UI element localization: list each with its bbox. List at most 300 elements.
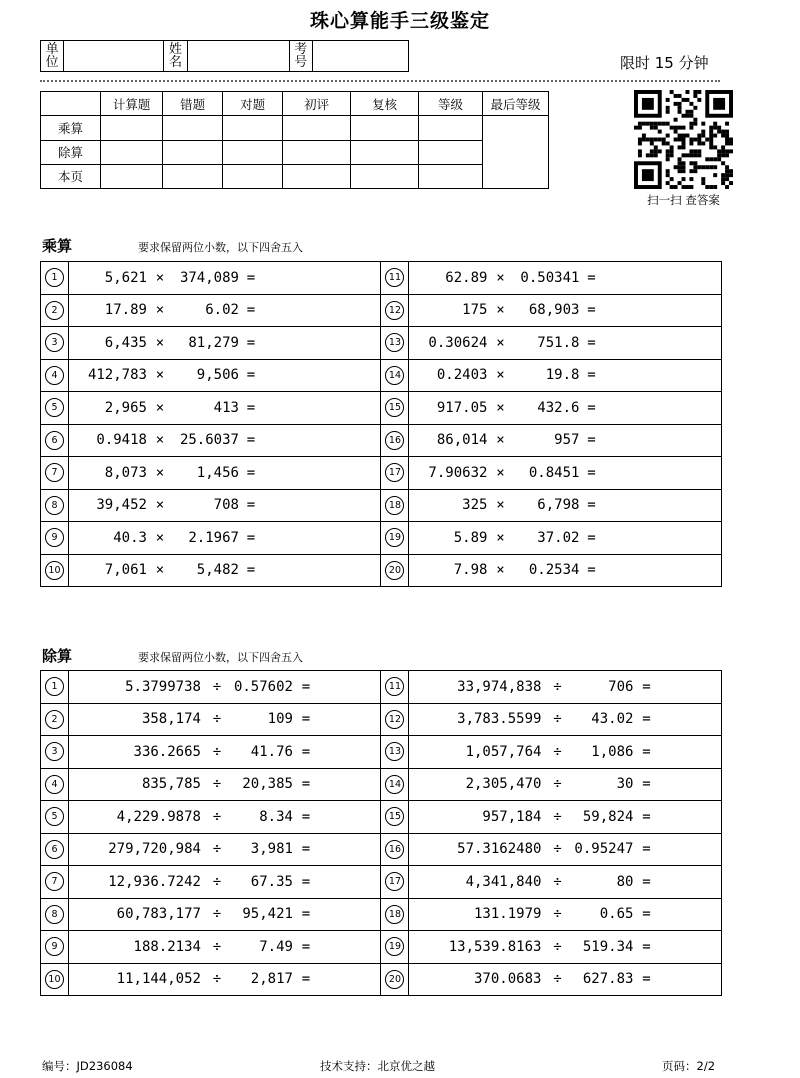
- problem-number: [41, 262, 69, 295]
- divide-sign: ÷: [212, 971, 222, 988]
- divisor: 41.76: [250, 743, 293, 760]
- divisor: 627.83: [582, 971, 634, 988]
- divide-sign: ÷: [212, 808, 222, 825]
- multiplicand: 175: [462, 302, 488, 319]
- equals-sign: =: [587, 464, 596, 481]
- problem-number-circle: 7: [45, 872, 64, 891]
- equals-sign: =: [246, 302, 256, 319]
- multiplier: 957: [554, 432, 580, 449]
- problem-cell[interactable]: [68, 898, 381, 931]
- dividend: 33,974,838: [457, 678, 542, 695]
- score-input-cell[interactable]: [419, 140, 483, 164]
- multiplier: 19.8: [545, 367, 580, 384]
- divisor: 20,385: [242, 776, 293, 793]
- problem-row: [41, 768, 722, 801]
- problem-number-circle: 13: [385, 333, 404, 352]
- divisor: 519.34: [582, 938, 634, 955]
- divide-sign: ÷: [553, 743, 562, 760]
- score-input-cell[interactable]: [163, 116, 223, 140]
- problem-number-circle: 14: [385, 775, 404, 794]
- divisor: 59,824: [582, 808, 634, 825]
- problem-number: [41, 866, 69, 899]
- divisor: 8.34: [259, 808, 293, 825]
- score-input-cell[interactable]: [283, 164, 351, 188]
- equals-sign: =: [587, 334, 596, 351]
- problem-number-circle: 4: [45, 775, 64, 794]
- problem-row: [41, 703, 722, 736]
- problem-row: [41, 801, 722, 834]
- divisor: 0.95247: [574, 841, 634, 858]
- problem-cell[interactable]: [409, 931, 722, 964]
- problem-number: [41, 898, 69, 931]
- problem-number: [41, 392, 69, 425]
- multiplier: 374,089: [179, 269, 239, 286]
- multiplicand: 8,073: [104, 464, 147, 481]
- problem-number: [381, 424, 409, 457]
- equals-sign: =: [246, 269, 256, 286]
- score-header-cell: [41, 92, 101, 116]
- problem-number: [41, 736, 69, 769]
- division-title: 除算: [42, 647, 73, 665]
- problem-cell[interactable]: [68, 392, 381, 425]
- equals-sign: =: [301, 971, 311, 988]
- divide-sign: ÷: [212, 743, 222, 760]
- problem-number-circle: 10: [45, 561, 64, 580]
- divide-sign: ÷: [553, 808, 562, 825]
- equals-sign: =: [246, 432, 256, 449]
- equals-sign: =: [642, 808, 651, 825]
- problem-number-circle: 5: [45, 807, 64, 826]
- problem-number-circle: 10: [45, 970, 64, 989]
- problem-cell[interactable]: [409, 898, 722, 931]
- multiplicand: 39,452: [96, 497, 147, 514]
- multiplier: 0.50341: [520, 269, 580, 286]
- dividend: 1,057,764: [465, 743, 542, 760]
- division-note: 要求保留两位小数，以下四舍五入: [138, 651, 303, 664]
- problem-cell[interactable]: [409, 457, 722, 490]
- problem-cell[interactable]: [68, 768, 381, 801]
- problem-cell[interactable]: [409, 833, 722, 866]
- dividend: 358,174: [141, 711, 201, 728]
- score-header-cell: 复核: [351, 92, 419, 116]
- multiplier: 9,506: [196, 367, 239, 384]
- problem-number-circle: 2: [45, 301, 64, 320]
- divisor: 706: [608, 678, 634, 695]
- problem-number: [41, 963, 69, 996]
- exam-number-field[interactable]: [312, 41, 408, 72]
- name-field[interactable]: [187, 41, 289, 72]
- problem-number-circle: 9: [45, 937, 64, 956]
- equals-sign: =: [246, 562, 256, 579]
- divide-sign: ÷: [212, 873, 222, 890]
- multiplier: 2.1967: [188, 529, 239, 546]
- qr-caption: 扫一扫 查答案: [647, 193, 720, 207]
- multiplier: 432.6: [537, 399, 580, 416]
- dividend: 835,785: [141, 776, 201, 793]
- problem-number-circle: 13: [385, 742, 404, 761]
- problem-row: [41, 424, 722, 457]
- divide-sign: ÷: [553, 938, 562, 955]
- score-input-cell[interactable]: [101, 140, 163, 164]
- score-row-label: 本页: [41, 164, 101, 188]
- times-sign: ×: [496, 367, 505, 384]
- multiplicand: 0.2403: [436, 367, 488, 384]
- problem-cell[interactable]: [409, 866, 722, 899]
- equals-sign: =: [587, 562, 596, 579]
- score-input-cell[interactable]: [283, 140, 351, 164]
- problem-row: [41, 294, 722, 327]
- problem-row: [41, 671, 722, 704]
- score-input-cell[interactable]: [223, 164, 283, 188]
- multiplier: 6.02: [205, 302, 239, 319]
- times-sign: ×: [155, 399, 165, 416]
- problem-row: [41, 554, 722, 587]
- problem-number: [381, 489, 409, 522]
- problem-number: [381, 866, 409, 899]
- problem-number-circle: 16: [385, 431, 404, 450]
- equals-sign: =: [642, 776, 651, 793]
- times-sign: ×: [496, 432, 505, 449]
- problem-number-circle: 19: [385, 528, 404, 547]
- equals-sign: =: [246, 367, 256, 384]
- page-number: 页码：2/2: [662, 1059, 716, 1073]
- multiplicand: 0.30624: [428, 334, 488, 351]
- equals-sign: =: [301, 873, 311, 890]
- equals-sign: =: [301, 776, 311, 793]
- problem-cell[interactable]: [409, 359, 722, 392]
- equals-sign: =: [301, 743, 311, 760]
- divisor: 80: [616, 873, 634, 890]
- divide-sign: ÷: [212, 776, 222, 793]
- score-input-cell[interactable]: [351, 164, 419, 188]
- problem-number-circle: 5: [45, 398, 64, 417]
- problem-number-circle: 6: [45, 431, 64, 450]
- multiplicand: 7.98: [453, 562, 488, 579]
- multiplier: 1,456: [196, 464, 239, 481]
- multiplicand: 7.90632: [428, 464, 488, 481]
- equals-sign: =: [587, 367, 596, 384]
- problem-number: [381, 522, 409, 555]
- score-input-cell[interactable]: [101, 164, 163, 188]
- problem-number: [41, 931, 69, 964]
- times-sign: ×: [155, 269, 165, 286]
- problem-number-circle: 1: [45, 677, 64, 696]
- equals-sign: =: [301, 841, 311, 858]
- multiplication-table: [40, 261, 722, 587]
- problem-number: [41, 489, 69, 522]
- dotted-divider: [40, 80, 720, 82]
- dividend: 370.0683: [474, 971, 542, 988]
- problem-number-circle: 18: [385, 496, 404, 515]
- multiplicand: 412,783: [87, 367, 147, 384]
- problem-number-circle: 8: [45, 905, 64, 924]
- multiplicand: 325: [462, 497, 488, 514]
- problem-cell[interactable]: [409, 801, 722, 834]
- equals-sign: =: [301, 938, 311, 955]
- times-sign: ×: [496, 269, 505, 286]
- dividend: 4,229.9878: [116, 808, 201, 825]
- problem-cell[interactable]: [68, 801, 381, 834]
- dividend: 2,305,470: [465, 776, 542, 793]
- times-sign: ×: [496, 497, 505, 514]
- problem-number: [41, 294, 69, 327]
- problem-cell[interactable]: [409, 424, 722, 457]
- equals-sign: =: [642, 906, 651, 923]
- problem-number: [381, 327, 409, 360]
- problem-cell[interactable]: [68, 294, 381, 327]
- problem-cell[interactable]: [68, 327, 381, 360]
- dividend: 957,184: [482, 808, 542, 825]
- equals-sign: =: [642, 678, 651, 695]
- times-sign: ×: [155, 367, 165, 384]
- problem-row: [41, 489, 722, 522]
- problem-cell[interactable]: [68, 457, 381, 490]
- problem-cell[interactable]: [68, 703, 381, 736]
- final-grade-cell[interactable]: [483, 116, 549, 189]
- score-header-cell: 错题: [163, 92, 223, 116]
- divide-sign: ÷: [553, 873, 562, 890]
- problem-number: [381, 833, 409, 866]
- multiplicand: 917.05: [436, 399, 488, 416]
- equals-sign: =: [301, 906, 311, 923]
- problem-number: [41, 671, 69, 704]
- equals-sign: =: [587, 399, 596, 416]
- problem-row: [41, 898, 722, 931]
- score-header-cell: 初评: [283, 92, 351, 116]
- multiplicand: 86,014: [436, 432, 488, 449]
- dividend: 12,936.7242: [108, 873, 201, 890]
- problem-number-circle: 20: [385, 561, 404, 580]
- multiplicand: 62.89: [445, 269, 488, 286]
- problem-cell[interactable]: [68, 736, 381, 769]
- multiplier: 0.8451: [528, 464, 580, 481]
- problem-number: [381, 457, 409, 490]
- problem-row: [41, 963, 722, 996]
- equals-sign: =: [587, 529, 596, 546]
- multiplicand: 7,061: [104, 562, 147, 579]
- problem-row: [41, 392, 722, 425]
- multiplicand: 0.9418: [96, 432, 147, 449]
- multiplication-title: 乘算: [42, 237, 73, 255]
- problem-number-circle: 12: [385, 710, 404, 729]
- equals-sign: =: [642, 743, 651, 760]
- problem-cell[interactable]: [68, 671, 381, 704]
- equals-sign: =: [301, 808, 311, 825]
- equals-sign: =: [587, 269, 596, 286]
- times-sign: ×: [155, 562, 165, 579]
- problem-number: [41, 359, 69, 392]
- problem-cell[interactable]: [409, 294, 722, 327]
- problem-row: [41, 359, 722, 392]
- problem-cell[interactable]: [68, 489, 381, 522]
- times-sign: ×: [496, 562, 505, 579]
- divide-sign: ÷: [553, 776, 562, 793]
- divisor: 1,086: [591, 743, 634, 760]
- problem-cell[interactable]: [409, 671, 722, 704]
- problem-cell[interactable]: [68, 866, 381, 899]
- problem-number: [41, 327, 69, 360]
- equals-sign: =: [642, 711, 651, 728]
- dividend: 279,720,984: [108, 841, 201, 858]
- dividend: 60,783,177: [116, 906, 201, 923]
- unit-field[interactable]: [64, 41, 164, 72]
- divisor: 43.02: [591, 711, 634, 728]
- equals-sign: =: [246, 464, 256, 481]
- score-input-cell[interactable]: [163, 164, 223, 188]
- score-input-cell[interactable]: [351, 140, 419, 164]
- problem-number-circle: 16: [385, 840, 404, 859]
- multiplier: 81,279: [188, 334, 239, 351]
- candidate-info-table: [40, 40, 409, 72]
- page-title: 珠心算能手三级鉴定: [309, 10, 490, 32]
- problem-number-circle: 3: [45, 333, 64, 352]
- problem-number: [381, 262, 409, 295]
- times-sign: ×: [496, 529, 505, 546]
- score-header-cell: 最后等级: [483, 92, 549, 116]
- problem-number-circle: 15: [385, 398, 404, 417]
- equals-sign: =: [246, 399, 256, 416]
- times-sign: ×: [155, 529, 165, 546]
- problem-cell[interactable]: [409, 736, 722, 769]
- problem-number: [41, 768, 69, 801]
- multiplicand: 2,965: [104, 399, 147, 416]
- problem-cell[interactable]: [409, 554, 722, 587]
- times-sign: ×: [496, 464, 505, 481]
- problem-cell[interactable]: [68, 262, 381, 295]
- problem-cell[interactable]: [409, 489, 722, 522]
- exam-number-label: 考号: [289, 41, 312, 72]
- tech-support: 技术支持：北京优之越: [320, 1059, 435, 1073]
- problem-number-circle: 9: [45, 528, 64, 547]
- times-sign: ×: [496, 334, 505, 351]
- problem-row: [41, 833, 722, 866]
- equals-sign: =: [301, 678, 311, 695]
- score-row-label: 除算: [41, 140, 101, 164]
- score-table: [40, 91, 549, 189]
- problem-number-circle: 1: [45, 268, 64, 287]
- problem-number-circle: 17: [385, 463, 404, 482]
- divide-sign: ÷: [553, 841, 562, 858]
- problem-number: [41, 703, 69, 736]
- problem-cell[interactable]: [68, 554, 381, 587]
- equals-sign: =: [587, 497, 596, 514]
- problem-cell[interactable]: [409, 768, 722, 801]
- multiplication-note: 要求保留两位小数，以下四舍五入: [138, 241, 303, 254]
- multiplicand: 6,435: [104, 334, 147, 351]
- divisor: 95,421: [242, 906, 293, 923]
- problem-number-circle: 2: [45, 710, 64, 729]
- problem-row: [41, 327, 722, 360]
- division-table: [40, 670, 722, 996]
- multiplier: 6,798: [537, 497, 580, 514]
- equals-sign: =: [642, 841, 651, 858]
- problem-number-circle: 11: [385, 268, 404, 287]
- equals-sign: =: [587, 432, 596, 449]
- problem-row: [41, 736, 722, 769]
- problem-number: [381, 898, 409, 931]
- score-input-cell[interactable]: [101, 116, 163, 140]
- multiplicand: 40.3: [113, 529, 147, 546]
- multiplicand: 5.89: [453, 529, 488, 546]
- divide-sign: ÷: [553, 711, 562, 728]
- problem-number-circle: 12: [385, 301, 404, 320]
- problem-number-circle: 3: [45, 742, 64, 761]
- equals-sign: =: [642, 971, 651, 988]
- problem-cell[interactable]: [68, 424, 381, 457]
- score-input-cell[interactable]: [223, 116, 283, 140]
- problem-cell[interactable]: [68, 833, 381, 866]
- equals-sign: =: [301, 711, 311, 728]
- dividend: 131.1979: [474, 906, 542, 923]
- score-input-cell[interactable]: [283, 116, 351, 140]
- equals-sign: =: [246, 529, 256, 546]
- unit-label: 单位: [41, 41, 64, 72]
- problem-cell[interactable]: [409, 262, 722, 295]
- multiplier: 37.02: [537, 529, 580, 546]
- divide-sign: ÷: [553, 971, 562, 988]
- divide-sign: ÷: [212, 906, 222, 923]
- problem-number-circle: 19: [385, 937, 404, 956]
- problem-number-circle: 4: [45, 366, 64, 385]
- problem-cell[interactable]: [409, 963, 722, 996]
- dividend: 4,341,840: [465, 873, 542, 890]
- dividend: 13,539.8163: [448, 938, 542, 955]
- problem-number: [381, 703, 409, 736]
- qr-code-icon: [634, 90, 733, 189]
- score-input-cell[interactable]: [163, 140, 223, 164]
- divisor: 30: [616, 776, 634, 793]
- problem-cell[interactable]: [409, 522, 722, 555]
- divide-sign: ÷: [212, 841, 222, 858]
- time-limit: 限时 15 分钟: [620, 54, 709, 72]
- problem-cell[interactable]: [68, 522, 381, 555]
- problem-number: [41, 554, 69, 587]
- multiplier: 751.8: [537, 334, 580, 351]
- problem-number-circle: 20: [385, 970, 404, 989]
- times-sign: ×: [155, 497, 165, 514]
- problem-cell[interactable]: [409, 327, 722, 360]
- problem-cell[interactable]: [68, 359, 381, 392]
- score-header-cell: 计算题: [101, 92, 163, 116]
- problem-cell[interactable]: [409, 703, 722, 736]
- score-input-cell[interactable]: [223, 140, 283, 164]
- times-sign: ×: [155, 464, 165, 481]
- equals-sign: =: [246, 497, 256, 514]
- score-input-cell[interactable]: [351, 116, 419, 140]
- problem-cell[interactable]: [68, 963, 381, 996]
- multiplier: 413: [213, 399, 239, 416]
- multiplier: 5,482: [196, 562, 239, 579]
- dividend: 336.2665: [133, 743, 201, 760]
- score-header-cell: 等级: [419, 92, 483, 116]
- problem-row: [41, 262, 722, 295]
- divide-sign: ÷: [553, 906, 562, 923]
- problem-number-circle: 17: [385, 872, 404, 891]
- problem-cell[interactable]: [68, 931, 381, 964]
- score-input-cell[interactable]: [419, 116, 483, 140]
- score-header-cell: 对题: [223, 92, 283, 116]
- problem-cell[interactable]: [409, 392, 722, 425]
- times-sign: ×: [155, 302, 165, 319]
- score-input-cell[interactable]: [419, 164, 483, 188]
- problem-number: [381, 359, 409, 392]
- divide-sign: ÷: [212, 938, 222, 955]
- problem-number: [381, 801, 409, 834]
- divisor: 0.65: [599, 906, 634, 923]
- divisor: 67.35: [250, 873, 293, 890]
- dividend: 57.3162480: [457, 841, 542, 858]
- problem-number: [381, 294, 409, 327]
